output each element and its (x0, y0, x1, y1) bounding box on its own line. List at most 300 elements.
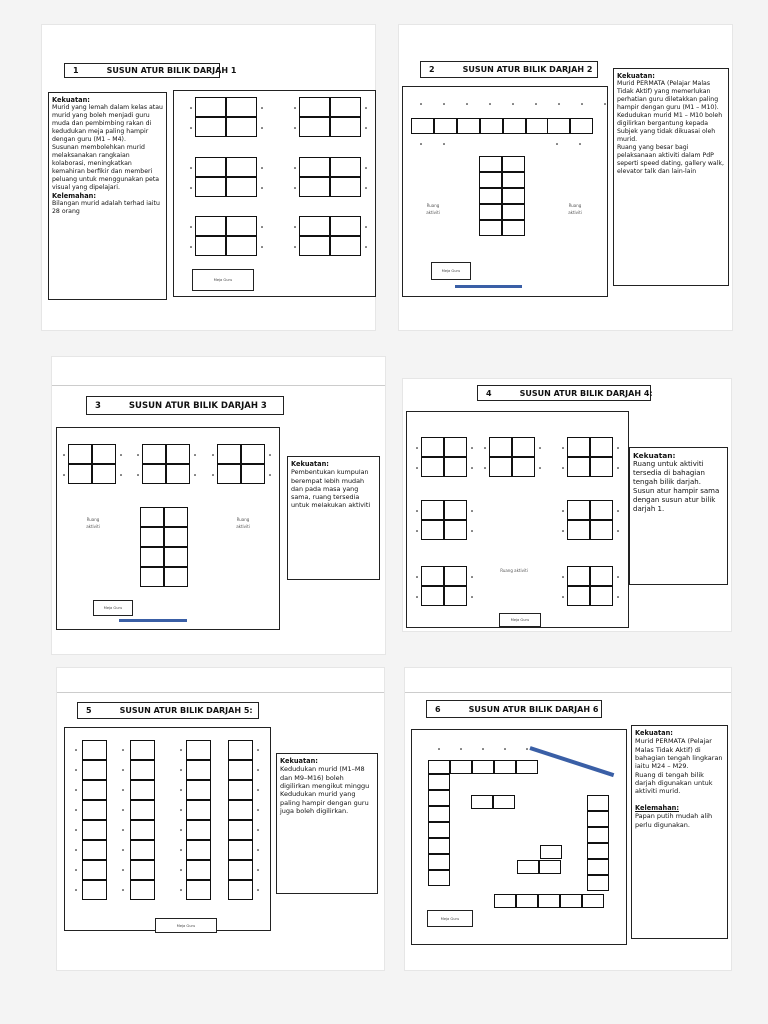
student-desk (547, 118, 570, 134)
strengths-heading: Kekuatan: (52, 96, 90, 104)
student-seat (365, 167, 367, 169)
student-seat (539, 467, 541, 469)
student-desk (590, 437, 613, 457)
student-seat (558, 103, 560, 105)
student-desk (228, 840, 253, 860)
panel-5-title (77, 702, 259, 719)
student-seat (460, 748, 462, 750)
teacher-desk: Meja Guru (93, 600, 133, 616)
student-desk (494, 760, 516, 774)
panel-4-title (477, 385, 651, 401)
student-desk (195, 216, 226, 236)
student-desk (444, 566, 467, 586)
activity-area: Ruang aktiviti (500, 568, 528, 573)
student-seat (75, 809, 77, 811)
student-seat (190, 107, 192, 109)
student-desk (330, 177, 361, 197)
student-desk (299, 236, 330, 256)
student-desk (164, 527, 188, 547)
weaknesses-text: Papan putih mudah alih perlu digunakan. (635, 812, 713, 829)
student-seat (562, 576, 564, 578)
student-desk (142, 444, 166, 464)
student-seat (294, 187, 296, 189)
student-desk (195, 157, 226, 177)
panel-title-text: SUSUN ATUR BILIK DARJAH 1 (106, 66, 237, 75)
student-desk (217, 464, 241, 484)
student-desk (82, 800, 107, 820)
student-desk (434, 118, 457, 134)
panel-4-notes (629, 447, 728, 585)
student-seat (75, 769, 77, 771)
teacher-desk: Meja Guru (192, 269, 254, 291)
student-desk (226, 216, 257, 236)
activity-area-left: Ruang aktiviti (86, 517, 100, 530)
student-desk (228, 860, 253, 880)
student-seat (137, 454, 139, 456)
student-seat (416, 530, 418, 532)
panel-number: 3 (95, 400, 101, 411)
student-desk (330, 216, 361, 236)
student-desk (428, 838, 450, 854)
strengths-text-1: Murid PERMATA (Pelajar Malas Tidak Aktif) di bahagian tengah lingkaran iaitu M24 – M29. (635, 737, 723, 771)
activity-area-right: Ruang aktiviti (236, 517, 250, 530)
student-seat (365, 187, 367, 189)
student-seat (180, 829, 182, 831)
student-desk (560, 894, 582, 908)
student-desk (299, 117, 330, 137)
student-seat (194, 474, 196, 476)
student-seat (261, 127, 263, 129)
student-seat (261, 107, 263, 109)
student-desk (82, 880, 107, 900)
student-desk (489, 437, 512, 457)
student-desk (228, 820, 253, 840)
student-desk (450, 760, 472, 774)
student-seat (294, 127, 296, 129)
strengths-text-3: Ruang yang besar bagi pelaksanaan aktiviti dalam PdP seperti speed dating, gallery walk, elevator talk dan lain-lain (617, 143, 724, 175)
student-desk (538, 894, 560, 908)
student-desk (195, 97, 226, 117)
student-seat (617, 576, 619, 578)
student-desk (590, 457, 613, 477)
student-desk (241, 464, 265, 484)
student-seat (122, 789, 124, 791)
student-desk (516, 760, 538, 774)
teacher-desk: Meja Guru (431, 262, 471, 280)
strengths-text-2: Susunan membolehkan murid melaksanakan rangkaian kolaborasi, meningkatkan kemahiran berfikir dan memberi peluang untuk menggunakan peta visual yang dipelajari. (52, 144, 160, 191)
student-seat (416, 510, 418, 512)
student-seat (261, 187, 263, 189)
student-seat (257, 889, 259, 891)
student-desk (82, 840, 107, 860)
student-desk (228, 880, 253, 900)
student-seat (484, 467, 486, 469)
student-desk (444, 520, 467, 540)
student-seat (75, 749, 77, 751)
student-seat (180, 789, 182, 791)
teacher-desk: Meja Guru (427, 910, 473, 927)
student-seat (190, 127, 192, 129)
student-desk (479, 156, 502, 172)
student-desk (517, 860, 539, 874)
student-desk (526, 118, 549, 134)
student-desk (502, 204, 525, 220)
student-seat (443, 103, 445, 105)
student-seat (512, 103, 514, 105)
student-desk (226, 117, 257, 137)
student-seat (180, 769, 182, 771)
student-desk (587, 827, 609, 843)
student-seat (416, 467, 418, 469)
student-seat (180, 869, 182, 871)
student-desk (140, 507, 164, 527)
student-desk (444, 437, 467, 457)
student-seat (562, 596, 564, 598)
student-desk (186, 740, 211, 760)
student-seat (212, 474, 214, 476)
panel-number: 6 (435, 704, 441, 714)
student-seat (365, 246, 367, 248)
student-seat (562, 467, 564, 469)
strengths-heading: Kekuatan: (633, 451, 676, 460)
panel-number: 2 (429, 65, 435, 74)
student-desk (299, 216, 330, 236)
student-desk (421, 437, 444, 457)
strengths-text-2: Ruang di tengah bilik darjah digunakan untuk aktiviti murid. (635, 770, 713, 796)
student-desk (330, 157, 361, 177)
student-desk (540, 845, 562, 859)
strengths-text-2: Susun atur hampir sama dengan susun atur bilik darjah 1. (633, 487, 720, 514)
student-desk (503, 118, 526, 134)
student-desk (68, 464, 92, 484)
student-seat (562, 510, 564, 512)
student-desk (130, 760, 155, 780)
student-seat (471, 510, 473, 512)
student-desk (428, 790, 450, 806)
student-desk (502, 220, 525, 236)
student-seat (257, 789, 259, 791)
student-desk (428, 774, 450, 790)
student-desk (428, 854, 450, 870)
student-desk (226, 177, 257, 197)
student-desk (502, 172, 525, 188)
student-seat (212, 454, 214, 456)
weaknesses-heading: Kelemahan: (635, 803, 679, 812)
student-desk (130, 820, 155, 840)
strengths-text-1: Murid yang lemah dalam kelas atau murid yang boleh menjadi guru muda dan pembimbing rakan di kedudukan meja paling hampir dengan guru (M1 – M4). (52, 104, 163, 144)
student-seat (261, 167, 263, 169)
student-seat (190, 187, 192, 189)
student-desk (428, 870, 450, 886)
student-desk (502, 156, 525, 172)
teacher-desk: Meja Guru (155, 918, 217, 933)
student-seat (75, 829, 77, 831)
student-desk (512, 437, 535, 457)
layout-panel-6 (405, 668, 731, 970)
student-seat (257, 809, 259, 811)
student-seat (257, 829, 259, 831)
student-desk (480, 118, 503, 134)
student-seat (194, 454, 196, 456)
student-desk (166, 444, 190, 464)
student-desk (444, 457, 467, 477)
student-desk (567, 437, 590, 457)
student-seat (122, 829, 124, 831)
student-desk (130, 740, 155, 760)
student-desk (587, 859, 609, 875)
student-desk (228, 800, 253, 820)
student-seat (504, 748, 506, 750)
student-seat (137, 474, 139, 476)
student-seat (471, 467, 473, 469)
student-desk (330, 97, 361, 117)
student-seat (581, 103, 583, 105)
student-desk (82, 780, 107, 800)
strengths-text-1: Ruang untuk aktiviti tersedia di bahagian tengah bilik darjah. (633, 460, 705, 487)
student-seat (294, 246, 296, 248)
student-desk (82, 740, 107, 760)
student-seat (471, 530, 473, 532)
student-desk (130, 780, 155, 800)
student-seat (75, 849, 77, 851)
teacher-desk: Meja Guru (499, 613, 541, 627)
student-desk (471, 795, 493, 809)
student-seat (416, 596, 418, 598)
student-seat (438, 748, 440, 750)
student-seat (420, 103, 422, 105)
student-desk (479, 220, 502, 236)
student-seat (257, 849, 259, 851)
student-desk (186, 840, 211, 860)
student-seat (122, 889, 124, 891)
student-desk (92, 464, 116, 484)
panel-3-notes (287, 456, 380, 580)
student-desk (444, 500, 467, 520)
student-seat (556, 143, 558, 145)
student-desk (130, 840, 155, 860)
student-seat (122, 869, 124, 871)
student-desk (444, 586, 467, 606)
panel-number: 4 (486, 388, 492, 398)
student-desk (164, 507, 188, 527)
strengths-heading: Kekuatan: (291, 460, 329, 468)
student-seat (579, 143, 581, 145)
student-desk (590, 520, 613, 540)
student-seat (604, 103, 606, 105)
student-desk (226, 157, 257, 177)
student-seat (180, 809, 182, 811)
student-desk (140, 547, 164, 567)
student-seat (122, 749, 124, 751)
student-desk (140, 567, 164, 587)
student-desk (590, 586, 613, 606)
panel-title-text: SUSUN ATUR BILIK DARJAH 2 (462, 65, 593, 74)
layout-panel-3 (52, 357, 385, 654)
student-seat (261, 226, 263, 228)
student-seat (416, 447, 418, 449)
student-seat (190, 167, 192, 169)
student-seat (122, 809, 124, 811)
divider (52, 385, 385, 386)
student-desk (512, 457, 535, 477)
student-desk (567, 457, 590, 477)
student-seat (471, 576, 473, 578)
panel-2-notes (613, 68, 729, 286)
student-seat (471, 447, 473, 449)
student-desk (421, 566, 444, 586)
student-seat (294, 226, 296, 228)
student-desk (195, 117, 226, 137)
student-desk (82, 760, 107, 780)
student-desk (489, 457, 512, 477)
layout-panel-2 (399, 25, 732, 330)
student-desk (186, 820, 211, 840)
student-desk (82, 820, 107, 840)
panel-2-title (420, 61, 598, 78)
student-desk (421, 500, 444, 520)
student-desk (539, 860, 561, 874)
student-seat (617, 596, 619, 598)
student-seat (617, 467, 619, 469)
student-seat (257, 749, 259, 751)
panel-title-text: SUSUN ATUR BILIK DARJAH 6 (468, 704, 599, 714)
student-desk (330, 117, 361, 137)
student-seat (269, 454, 271, 456)
strengths-text-2: Kedudukan murid M1 – M10 boleh digilirkan bergantung kepada Subjek yang tidak dikuasai oleh murid. (617, 112, 723, 143)
student-desk (195, 177, 226, 197)
student-desk (82, 860, 107, 880)
student-desk (428, 806, 450, 822)
student-desk (299, 177, 330, 197)
panel-number: 1 (73, 66, 79, 75)
student-desk (130, 880, 155, 900)
student-seat (443, 143, 445, 145)
student-seat (63, 454, 65, 456)
student-desk (164, 567, 188, 587)
student-desk (493, 795, 515, 809)
student-seat (190, 226, 192, 228)
student-desk (567, 500, 590, 520)
student-seat (75, 789, 77, 791)
student-seat (180, 849, 182, 851)
activity-area-right: Ruang aktiviti (568, 203, 582, 216)
student-desk (582, 894, 604, 908)
student-seat (180, 889, 182, 891)
student-desk (421, 457, 444, 477)
student-seat (484, 447, 486, 449)
student-seat (526, 748, 528, 750)
student-desk (587, 795, 609, 811)
student-seat (482, 748, 484, 750)
student-desk (142, 464, 166, 484)
student-seat (257, 769, 259, 771)
strengths-heading: Kekuatan: (635, 729, 673, 737)
panel-number: 5 (86, 706, 92, 715)
student-seat (75, 869, 77, 871)
student-desk (186, 800, 211, 820)
student-desk (421, 520, 444, 540)
student-seat (365, 127, 367, 129)
student-desk (92, 444, 116, 464)
student-desk (299, 97, 330, 117)
student-desk (502, 188, 525, 204)
student-desk (479, 188, 502, 204)
student-desk (567, 586, 590, 606)
student-seat (257, 869, 259, 871)
panel-title-text: SUSUN ATUR BILIK DARJAH 5: (119, 706, 253, 715)
student-desk (228, 760, 253, 780)
student-seat (416, 576, 418, 578)
student-seat (120, 454, 122, 456)
student-desk (479, 172, 502, 188)
student-desk (590, 500, 613, 520)
student-seat (617, 530, 619, 532)
student-seat (420, 143, 422, 145)
student-desk (226, 97, 257, 117)
strengths-heading: Kekuatan: (617, 72, 655, 80)
student-seat (562, 530, 564, 532)
student-seat (471, 596, 473, 598)
student-desk (130, 860, 155, 880)
student-seat (294, 167, 296, 169)
student-desk (195, 236, 226, 256)
student-desk (299, 157, 330, 177)
student-desk (241, 444, 265, 464)
student-desk (428, 822, 450, 838)
student-seat (190, 246, 192, 248)
activity-area-left: Ruang aktiviti (426, 203, 440, 216)
student-seat (562, 447, 564, 449)
student-desk (587, 843, 609, 859)
strengths-text-1: Murid PERMATA (Pelajar Malas Tidak Aktif) yang memerlukan perhatian guru diletakkan paling hampir dengan guru (M1 – M10). (617, 80, 719, 112)
panel-title-text: SUSUN ATUR BILIK DARJAH 3 (128, 400, 267, 411)
student-desk (228, 780, 253, 800)
student-desk (130, 800, 155, 820)
weaknesses-text: Bilangan murid adalah terhad iaitu 28 orang (52, 200, 160, 216)
student-seat (120, 474, 122, 476)
student-desk (516, 894, 538, 908)
strengths-text-1: Pembentukan kumpulan berempat lebih mudah dan pada masa yang sama, ruang tersedia untuk melakukan aktiviti (291, 468, 371, 510)
student-desk (228, 740, 253, 760)
panel-title-text: SUSUN ATUR BILIK DARJAH 4: (519, 388, 653, 398)
student-seat (466, 103, 468, 105)
panel-6-title (426, 700, 602, 718)
student-desk (457, 118, 480, 134)
panel-3-title (86, 396, 284, 415)
student-desk (587, 811, 609, 827)
whiteboard (455, 285, 522, 288)
weaknesses-heading: Kelemahan: (52, 191, 96, 200)
student-desk (186, 860, 211, 880)
student-desk (217, 444, 241, 464)
panel-1-notes (48, 92, 167, 300)
student-desk (164, 547, 188, 567)
panel-1-title (64, 63, 237, 78)
student-desk (226, 236, 257, 256)
strengths-heading: Kekuatan: (280, 757, 318, 765)
student-desk (567, 566, 590, 586)
panel-5-notes (276, 753, 378, 894)
strengths-text-1: Kedudukan murid (M1–M8 dan M9–M16) boleh digilirkan mengikut minggu Kedudukan murid yang paling hampir dengan guru juga boleh digilirkan. (280, 765, 370, 815)
student-desk (479, 204, 502, 220)
student-desk (590, 566, 613, 586)
student-seat (122, 769, 124, 771)
student-seat (617, 510, 619, 512)
divider (57, 692, 384, 693)
student-seat (269, 474, 271, 476)
student-desk (567, 520, 590, 540)
student-desk (411, 118, 434, 134)
